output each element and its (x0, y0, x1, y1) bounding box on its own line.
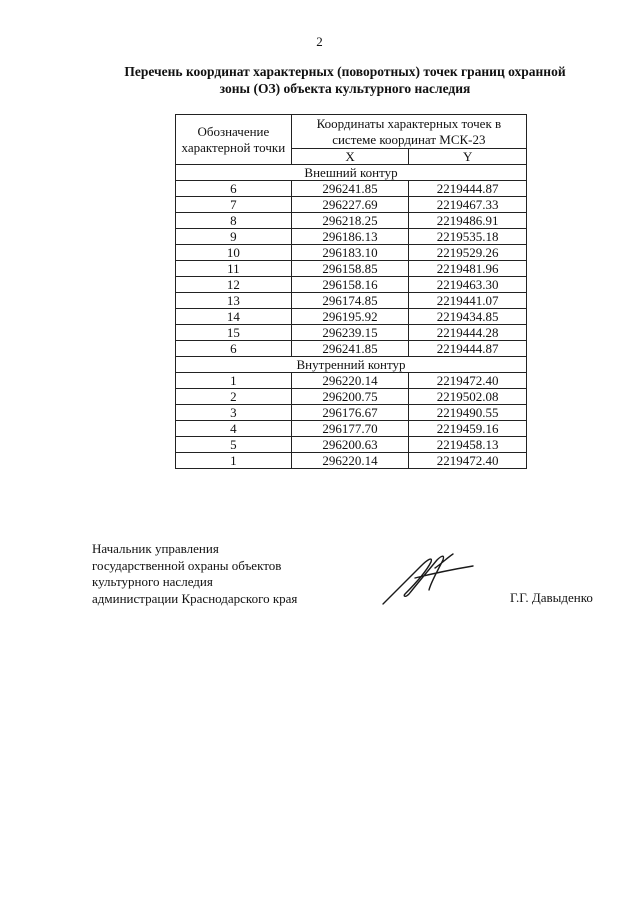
cell-point: 1 (176, 373, 292, 389)
cell-x: 296241.85 (291, 341, 409, 357)
cell-point: 1 (176, 453, 292, 469)
cell-y: 2219467.33 (409, 197, 527, 213)
table-row (176, 197, 527, 213)
cell-y: 2219490.55 (409, 405, 527, 421)
cell-x: 296200.75 (291, 389, 409, 405)
cell-y: 2219434.85 (409, 309, 527, 325)
cell-x: 296220.14 (291, 373, 409, 389)
table-row (176, 373, 527, 389)
table-row (176, 213, 527, 229)
cell-y: 2219529.26 (409, 245, 527, 261)
cell-x: 296177.70 (291, 421, 409, 437)
table-row (176, 437, 527, 453)
position-line: Начальник управления (92, 541, 219, 556)
cell-point: 4 (176, 421, 292, 437)
cell-x: 296195.92 (291, 309, 409, 325)
coordinates-table (175, 114, 527, 469)
cell-y: 2219444.87 (409, 341, 527, 357)
cell-x: 296158.85 (291, 261, 409, 277)
cell-x: 296200.63 (291, 437, 409, 453)
table-row (176, 277, 527, 293)
cell-y: 2219463.30 (409, 277, 527, 293)
table-row (176, 293, 527, 309)
cell-x: 296220.14 (291, 453, 409, 469)
cell-point: 9 (176, 229, 292, 245)
cell-y: 2219535.18 (409, 229, 527, 245)
table-row (176, 341, 527, 357)
cell-y: 2219459.16 (409, 421, 527, 437)
table-row (176, 229, 527, 245)
cell-x: 296183.10 (291, 245, 409, 261)
signer-name: Г.Г. Давыденко (510, 590, 593, 605)
cell-point: 2 (176, 389, 292, 405)
cell-y: 2219486.91 (409, 213, 527, 229)
cell-y: 2219441.07 (409, 293, 527, 309)
table-row (176, 261, 527, 277)
table-row (176, 245, 527, 261)
section-row (176, 357, 527, 373)
cell-x: 296186.13 (291, 229, 409, 245)
cell-x: 296239.15 (291, 325, 409, 341)
cell-point: 14 (176, 309, 292, 325)
cell-x: 296174.85 (291, 293, 409, 309)
cell-point: 5 (176, 437, 292, 453)
document-title (90, 63, 600, 97)
cell-x: 296176.67 (291, 405, 409, 421)
position-line: администрации Краснодарского края (92, 590, 298, 606)
cell-x: 296218.25 (291, 213, 409, 229)
signature-position (92, 541, 297, 607)
cell-y: 2219472.40 (409, 453, 527, 469)
title-line-2: зоны (ОЗ) объекта культурного наследия (219, 81, 471, 96)
cell-point: 8 (176, 213, 292, 229)
cell-point: 12 (176, 277, 292, 293)
cell-point: 13 (176, 293, 292, 309)
cell-point: 6 (176, 341, 292, 357)
section-name: Внутренний контур (176, 357, 527, 373)
header-row (176, 115, 527, 149)
cell-y: 2219481.96 (409, 261, 527, 277)
cell-y: 2219472.40 (409, 373, 527, 389)
cell-y: 2219502.08 (409, 389, 527, 405)
cell-point: 6 (176, 181, 292, 197)
section-name: Внешний контур (176, 165, 527, 181)
table-row (176, 325, 527, 341)
cell-point: 10 (176, 245, 292, 261)
table-row (176, 421, 527, 437)
cell-point: 15 (176, 325, 292, 341)
cell-x: 296241.85 (291, 181, 409, 197)
cell-x: 296227.69 (291, 197, 409, 213)
cell-y: 2219444.87 (409, 181, 527, 197)
header-y: Y (409, 149, 527, 165)
handwritten-signature (375, 548, 475, 610)
header-x: X (291, 149, 409, 165)
title-line-1: Перечень координат характерных (поворотных) точек границ охранной (124, 64, 566, 79)
table-row (176, 453, 527, 469)
cell-y: 2219444.28 (409, 325, 527, 341)
page-number: 2 (316, 34, 323, 49)
table-body (176, 165, 527, 469)
cell-point: 3 (176, 405, 292, 421)
header-designation: Обозначение характерной точки (176, 115, 292, 165)
table-row (176, 309, 527, 325)
cell-y: 2219458.13 (409, 437, 527, 453)
table-row (176, 389, 527, 405)
header-coordinates: Координаты характерных точек в системе координат МСК-23 (291, 115, 526, 149)
position-line: культурного наследия (92, 574, 213, 589)
cell-point: 11 (176, 261, 292, 277)
table-row (176, 181, 527, 197)
cell-point: 7 (176, 197, 292, 213)
cell-x: 296158.16 (291, 277, 409, 293)
section-row (176, 165, 527, 181)
table-row (176, 405, 527, 421)
position-line: государственной охраны объектов (92, 557, 282, 573)
